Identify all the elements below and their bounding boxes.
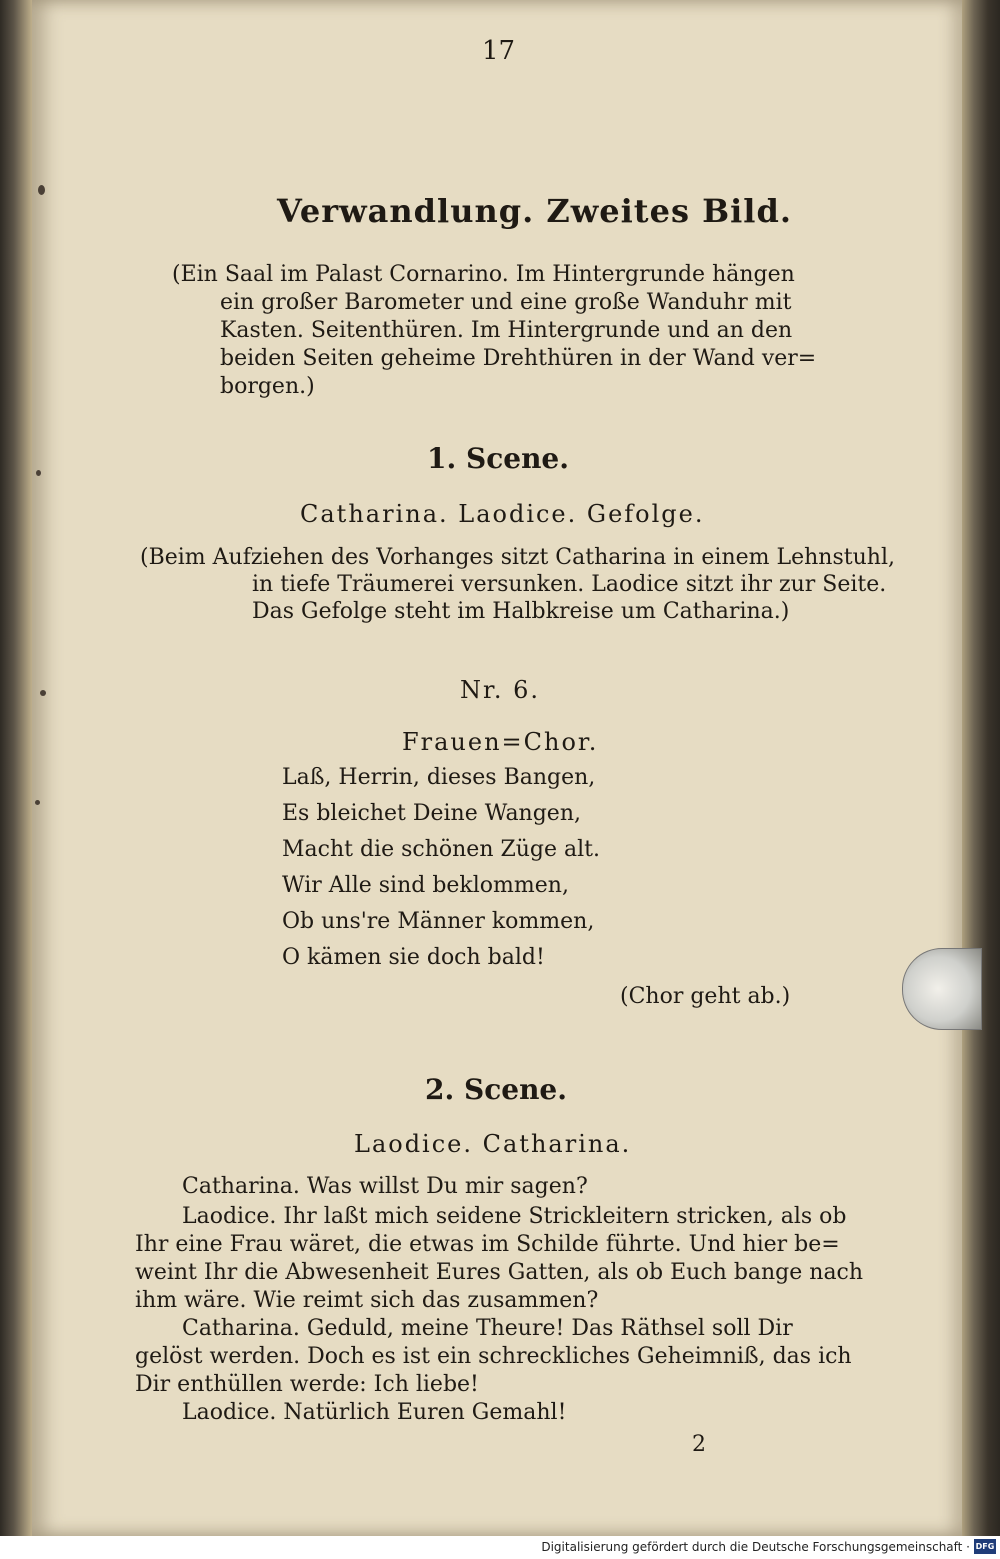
verse-line: Ob uns're Männer kommen, — [282, 909, 595, 934]
book-page — [32, 0, 962, 1536]
chorus-label: Frauen=Chor. — [402, 728, 599, 756]
stage-line: Kasten. Seitenthüren. Im Hintergrunde und an den — [220, 318, 793, 343]
dialog-line: ihm wäre. Wie reimt sich das zusammen? — [135, 1288, 599, 1313]
footer-bar — [0, 1536, 1000, 1559]
stage-line: (Beim Aufziehen des Vorhanges sitzt Catharina in einem Lehnstuhl, — [140, 545, 895, 570]
page-tab-marker — [902, 948, 982, 1030]
stage-line: (Ein Saal im Palast Cornarino. Im Hintergrunde hängen — [172, 262, 795, 287]
dialog-line: Laodice. Natürlich Euren Gemahl! — [182, 1400, 567, 1425]
dialog-line: Catharina. Geduld, meine Theure! Das Räthsel soll Dir — [182, 1316, 793, 1341]
dialog-line: gelöst werden. Doch es ist ein schreckliches Geheimniß, das ich — [135, 1344, 852, 1369]
dialog-line: Laodice. Ihr laßt mich seidene Strickleitern stricken, als ob — [182, 1204, 847, 1229]
verse-line: O kämen sie doch bald! — [282, 945, 545, 970]
verse-line: Macht die schönen Züge alt. — [282, 837, 601, 862]
book-right-edge — [960, 0, 1000, 1559]
section-heading: Verwandlung. Zweites Bild. — [277, 192, 792, 230]
funding-notice: Digitalisierung gefördert durch die Deutsche Forschungsgemeinschaft · — [541, 1540, 970, 1554]
scene-2-title: 2. Scene. — [425, 1073, 567, 1106]
dfg-logo-icon: DFG — [974, 1539, 996, 1554]
stage-line: in tiefe Träumerei versunken. Laodice sitzt ihr zur Seite. — [252, 572, 887, 597]
dialog-line: Ihr eine Frau wäret, die etwas im Schilde führte. Und hier be= — [135, 1232, 840, 1257]
stage-line: borgen.) — [220, 374, 315, 399]
stage-line: beiden Seiten geheime Drehthüren in der Wand ver= — [220, 346, 817, 371]
verse-line: Es bleichet Deine Wangen, — [282, 801, 581, 826]
dialog-line: weint Ihr die Abwesenheit Eures Gatten, als ob Euch bange nach — [135, 1260, 864, 1285]
stage-line: ein großer Barometer und eine große Wanduhr mit — [220, 290, 792, 315]
verse-line: Wir Alle sind beklommen, — [282, 873, 569, 898]
chorus-exit: (Chor geht ab.) — [620, 984, 791, 1009]
scene-1-persons: Catharina. Laodice. Gefolge. — [300, 500, 705, 528]
verse-line: Laß, Herrin, dieses Bangen, — [282, 765, 596, 790]
signature-mark: 2 — [692, 1432, 706, 1457]
book-left-edge — [0, 0, 34, 1559]
dialog-line: Catharina. Was willst Du mir sagen? — [182, 1174, 588, 1199]
number-label: Nr. 6. — [460, 676, 540, 704]
scene-2-persons: Laodice. Catharina. — [354, 1130, 632, 1158]
page-number: 17 — [482, 36, 516, 66]
stage-line: Das Gefolge steht im Halbkreise um Catharina.) — [252, 599, 790, 624]
dialog-line: Dir enthüllen werde: Ich liebe! — [135, 1372, 479, 1397]
scene-1-title: 1. Scene. — [427, 442, 569, 475]
